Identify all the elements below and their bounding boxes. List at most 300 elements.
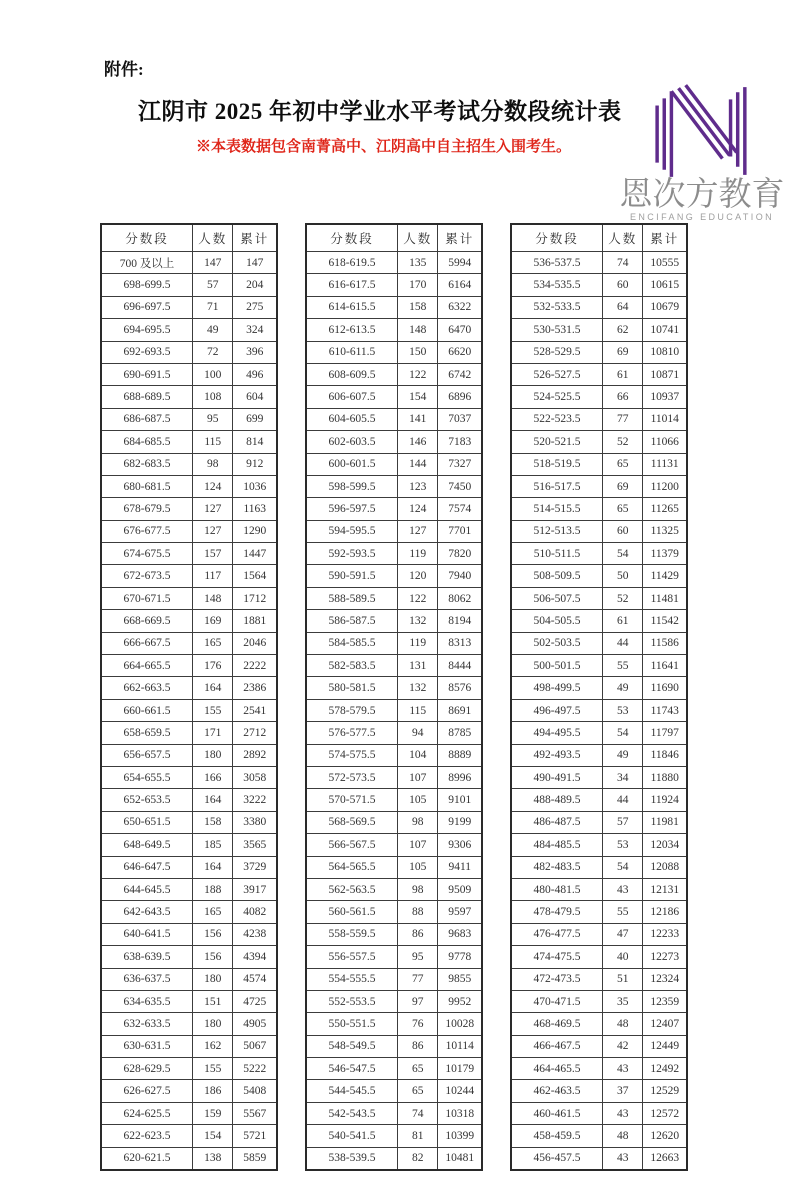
score-range-cell: 536-537.5 [511, 252, 603, 274]
count-cell: 164 [193, 856, 233, 878]
score-range-cell: 508-509.5 [511, 565, 603, 587]
cumulative-cell: 324 [233, 319, 277, 341]
score-range-cell: 608-609.5 [306, 363, 398, 385]
score-range-cell: 694-695.5 [101, 319, 193, 341]
table-row [511, 1058, 687, 1080]
score-range-cell: 534-535.5 [511, 274, 603, 296]
score-range-cell: 614-615.5 [306, 296, 398, 318]
score-range-cell: 572-573.5 [306, 766, 398, 788]
score-range-cell: 636-637.5 [101, 968, 193, 990]
cumulative-cell: 11641 [643, 655, 687, 677]
table-row [306, 1013, 482, 1035]
count-cell: 119 [398, 632, 438, 654]
score-range-cell: 618-619.5 [306, 252, 398, 274]
score-range-cell: 584-585.5 [306, 632, 398, 654]
count-cell: 44 [603, 789, 643, 811]
table-row [511, 968, 687, 990]
count-cell: 52 [603, 431, 643, 453]
table-row [101, 341, 277, 363]
cumulative-cell: 6742 [438, 363, 482, 385]
cumulative-cell: 5222 [233, 1058, 277, 1080]
count-cell: 165 [193, 632, 233, 654]
score-tables-container [100, 223, 688, 1171]
count-cell: 65 [398, 1080, 438, 1102]
table-row [511, 1125, 687, 1147]
cumulative-cell: 12186 [643, 901, 687, 923]
count-cell: 185 [193, 834, 233, 856]
score-range-cell: 696-697.5 [101, 296, 193, 318]
score-range-cell: 652-653.5 [101, 789, 193, 811]
count-cell: 97 [398, 990, 438, 1012]
table-row [306, 1058, 482, 1080]
cumulative-cell: 10810 [643, 341, 687, 363]
header-row [511, 224, 687, 252]
cumulative-cell: 10179 [438, 1058, 482, 1080]
count-cell: 49 [603, 677, 643, 699]
table-row [101, 722, 277, 744]
table-row [101, 1125, 277, 1147]
score-range-cell: 550-551.5 [306, 1013, 398, 1035]
table-row [101, 1058, 277, 1080]
score-range-cell: 592-593.5 [306, 543, 398, 565]
count-cell: 104 [398, 744, 438, 766]
cumulative-cell: 12449 [643, 1035, 687, 1057]
table-row [306, 632, 482, 654]
count-cell: 148 [398, 319, 438, 341]
count-cell: 94 [398, 722, 438, 744]
count-cell: 74 [603, 252, 643, 274]
table-row [101, 1013, 277, 1035]
table-row [306, 543, 482, 565]
table-row [101, 408, 277, 430]
cumulative-cell: 9306 [438, 834, 482, 856]
count-cell: 49 [603, 744, 643, 766]
table-row [101, 319, 277, 341]
table-row [101, 587, 277, 609]
count-cell: 115 [193, 431, 233, 453]
score-table-2 [305, 223, 483, 1171]
score-range-cell: 642-643.5 [101, 901, 193, 923]
count-cell: 135 [398, 252, 438, 274]
table-row [101, 520, 277, 542]
count-cell: 122 [398, 587, 438, 609]
table-row [101, 363, 277, 385]
cumulative-cell: 3729 [233, 856, 277, 878]
table-row [101, 946, 277, 968]
table-row [101, 878, 277, 900]
table-row [101, 655, 277, 677]
table-row [511, 901, 687, 923]
cumulative-cell: 5408 [233, 1080, 277, 1102]
table-row [101, 431, 277, 453]
table-row [511, 431, 687, 453]
score-range-cell: 576-577.5 [306, 722, 398, 744]
cumulative-cell: 11066 [643, 431, 687, 453]
cumulative-cell: 9509 [438, 878, 482, 900]
table-row [511, 677, 687, 699]
cumulative-cell: 6896 [438, 386, 482, 408]
count-cell: 60 [603, 274, 643, 296]
count-cell: 124 [398, 498, 438, 520]
cumulative-cell: 8194 [438, 610, 482, 632]
table-row [101, 453, 277, 475]
cumulative-cell: 4082 [233, 901, 277, 923]
cumulative-cell: 12131 [643, 878, 687, 900]
count-cell: 77 [603, 408, 643, 430]
cumulative-cell: 5859 [233, 1147, 277, 1170]
cumulative-cell: 2386 [233, 677, 277, 699]
cumulative-cell: 10114 [438, 1035, 482, 1057]
cumulative-cell: 4725 [233, 990, 277, 1012]
score-range-cell: 526-527.5 [511, 363, 603, 385]
score-range-cell: 538-539.5 [306, 1147, 398, 1170]
score-range-cell: 464-465.5 [511, 1058, 603, 1080]
cumulative-cell: 7701 [438, 520, 482, 542]
cumulative-cell: 12407 [643, 1013, 687, 1035]
score-range-cell: 680-681.5 [101, 475, 193, 497]
count-cell: 69 [603, 341, 643, 363]
count-cell: 43 [603, 878, 643, 900]
count-cell: 132 [398, 610, 438, 632]
cumulative-cell: 699 [233, 408, 277, 430]
cumulative-cell: 11586 [643, 632, 687, 654]
count-cell: 44 [603, 632, 643, 654]
score-range-cell: 552-553.5 [306, 990, 398, 1012]
score-range-cell: 486-487.5 [511, 811, 603, 833]
score-range-cell: 602-603.5 [306, 431, 398, 453]
table-row [101, 699, 277, 721]
cumulative-cell: 11481 [643, 587, 687, 609]
count-cell: 176 [193, 655, 233, 677]
table-row [511, 498, 687, 520]
count-cell: 54 [603, 856, 643, 878]
table-row [306, 431, 482, 453]
table-row [101, 968, 277, 990]
score-range-cell: 676-677.5 [101, 520, 193, 542]
score-range-cell: 650-651.5 [101, 811, 193, 833]
count-cell: 170 [398, 274, 438, 296]
count-cell: 43 [603, 1102, 643, 1124]
table-row [511, 1102, 687, 1124]
table-row [511, 789, 687, 811]
encifang-n-icon [641, 79, 763, 181]
score-range-cell: 684-685.5 [101, 431, 193, 453]
count-cell: 71 [193, 296, 233, 318]
cumulative-cell: 8691 [438, 699, 482, 721]
cumulative-cell: 12572 [643, 1102, 687, 1124]
table-row [306, 408, 482, 430]
cumulative-cell: 11379 [643, 543, 687, 565]
cumulative-cell: 11880 [643, 766, 687, 788]
table-row [101, 498, 277, 520]
table-row [511, 252, 687, 274]
table-row [511, 475, 687, 497]
count-cell: 82 [398, 1147, 438, 1170]
score-range-cell: 690-691.5 [101, 363, 193, 385]
score-range-cell: 514-515.5 [511, 498, 603, 520]
cumulative-cell: 4238 [233, 923, 277, 945]
table-row [511, 632, 687, 654]
count-cell: 57 [193, 274, 233, 296]
cumulative-cell: 11981 [643, 811, 687, 833]
score-range-cell: 500-501.5 [511, 655, 603, 677]
cumulative-cell: 3917 [233, 878, 277, 900]
table-row [101, 296, 277, 318]
score-range-cell: 528-529.5 [511, 341, 603, 363]
score-range-cell: 620-621.5 [101, 1147, 193, 1170]
table-row [511, 722, 687, 744]
score-range-cell: 634-635.5 [101, 990, 193, 1012]
count-cell: 37 [603, 1080, 643, 1102]
table-row [511, 386, 687, 408]
cumulative-cell: 3058 [233, 766, 277, 788]
cumulative-cell: 2892 [233, 744, 277, 766]
cumulative-cell: 10679 [643, 296, 687, 318]
table-row [306, 1125, 482, 1147]
table-row [101, 766, 277, 788]
column-header: 累计 [438, 224, 482, 252]
score-range-cell: 670-671.5 [101, 587, 193, 609]
count-cell: 120 [398, 565, 438, 587]
count-cell: 81 [398, 1125, 438, 1147]
score-range-cell: 496-497.5 [511, 699, 603, 721]
table-row [306, 655, 482, 677]
count-cell: 154 [193, 1125, 233, 1147]
score-range-cell: 698-699.5 [101, 274, 193, 296]
table-row [511, 565, 687, 587]
cumulative-cell: 7327 [438, 453, 482, 475]
cumulative-cell: 275 [233, 296, 277, 318]
table-row [306, 901, 482, 923]
score-range-cell: 492-493.5 [511, 744, 603, 766]
table-row [306, 587, 482, 609]
count-cell: 61 [603, 610, 643, 632]
table-row [306, 296, 482, 318]
score-range-cell: 700 及以上 [101, 252, 193, 274]
score-range-cell: 582-583.5 [306, 655, 398, 677]
column-header: 分数段 [511, 224, 603, 252]
count-cell: 54 [603, 722, 643, 744]
count-cell: 50 [603, 565, 643, 587]
count-cell: 162 [193, 1035, 233, 1057]
cumulative-cell: 11429 [643, 565, 687, 587]
count-cell: 43 [603, 1147, 643, 1170]
score-range-cell: 504-505.5 [511, 610, 603, 632]
table-row [511, 1147, 687, 1170]
score-range-cell: 644-645.5 [101, 878, 193, 900]
score-range-cell: 692-693.5 [101, 341, 193, 363]
count-cell: 65 [603, 498, 643, 520]
count-cell: 100 [193, 363, 233, 385]
header-row [101, 224, 277, 252]
table-row [511, 834, 687, 856]
count-cell: 65 [398, 1058, 438, 1080]
count-cell: 166 [193, 766, 233, 788]
score-range-cell: 658-659.5 [101, 722, 193, 744]
score-range-cell: 530-531.5 [511, 319, 603, 341]
count-cell: 164 [193, 677, 233, 699]
cumulative-cell: 1036 [233, 475, 277, 497]
table-row [101, 1147, 277, 1170]
score-range-cell: 502-503.5 [511, 632, 603, 654]
score-range-cell: 656-657.5 [101, 744, 193, 766]
score-range-cell: 522-523.5 [511, 408, 603, 430]
count-cell: 180 [193, 968, 233, 990]
table-row [306, 498, 482, 520]
score-range-cell: 472-473.5 [511, 968, 603, 990]
cumulative-cell: 1564 [233, 565, 277, 587]
cumulative-cell: 10481 [438, 1147, 482, 1170]
table-row [306, 722, 482, 744]
table-row [306, 1147, 482, 1170]
score-range-cell: 580-581.5 [306, 677, 398, 699]
table-row [306, 1102, 482, 1124]
table-row [101, 632, 277, 654]
score-range-cell: 484-485.5 [511, 834, 603, 856]
table-row [306, 565, 482, 587]
score-range-cell: 470-471.5 [511, 990, 603, 1012]
score-range-cell: 586-587.5 [306, 610, 398, 632]
count-cell: 155 [193, 1058, 233, 1080]
count-cell: 35 [603, 990, 643, 1012]
table-row [306, 386, 482, 408]
table-row [306, 789, 482, 811]
count-cell: 88 [398, 901, 438, 923]
cumulative-cell: 12620 [643, 1125, 687, 1147]
score-range-cell: 540-541.5 [306, 1125, 398, 1147]
cumulative-cell: 10244 [438, 1080, 482, 1102]
table-row [511, 990, 687, 1012]
cumulative-cell: 6470 [438, 319, 482, 341]
cumulative-cell: 7183 [438, 431, 482, 453]
table-row [511, 946, 687, 968]
count-cell: 42 [603, 1035, 643, 1057]
count-cell: 148 [193, 587, 233, 609]
table-row [306, 878, 482, 900]
table-row [511, 699, 687, 721]
table-row [101, 543, 277, 565]
count-cell: 144 [398, 453, 438, 475]
score-range-cell: 604-605.5 [306, 408, 398, 430]
count-cell: 158 [398, 296, 438, 318]
score-range-cell: 562-563.5 [306, 878, 398, 900]
count-cell: 60 [603, 520, 643, 542]
table-row [101, 274, 277, 296]
table-row [511, 811, 687, 833]
count-cell: 155 [193, 699, 233, 721]
score-range-cell: 466-467.5 [511, 1035, 603, 1057]
table-row [101, 475, 277, 497]
table-row [306, 363, 482, 385]
score-range-cell: 490-491.5 [511, 766, 603, 788]
table-row [101, 610, 277, 632]
cumulative-cell: 1290 [233, 520, 277, 542]
count-cell: 76 [398, 1013, 438, 1035]
count-cell: 156 [193, 923, 233, 945]
table-row [511, 453, 687, 475]
count-cell: 53 [603, 834, 643, 856]
cumulative-cell: 9597 [438, 901, 482, 923]
table-row [511, 1013, 687, 1035]
score-range-cell: 598-599.5 [306, 475, 398, 497]
cumulative-cell: 5067 [233, 1035, 277, 1057]
table-row [101, 565, 277, 587]
score-range-cell: 506-507.5 [511, 587, 603, 609]
cumulative-cell: 12492 [643, 1058, 687, 1080]
count-cell: 180 [193, 1013, 233, 1035]
score-range-cell: 672-673.5 [101, 565, 193, 587]
table-row [101, 744, 277, 766]
cumulative-cell: 1881 [233, 610, 277, 632]
score-range-cell: 532-533.5 [511, 296, 603, 318]
cumulative-cell: 11200 [643, 475, 687, 497]
score-range-cell: 556-557.5 [306, 946, 398, 968]
cumulative-cell: 9952 [438, 990, 482, 1012]
score-range-cell: 574-575.5 [306, 744, 398, 766]
score-range-cell: 524-525.5 [511, 386, 603, 408]
cumulative-cell: 604 [233, 386, 277, 408]
cumulative-cell: 9199 [438, 811, 482, 833]
score-range-cell: 660-661.5 [101, 699, 193, 721]
table-row [511, 856, 687, 878]
cumulative-cell: 9683 [438, 923, 482, 945]
cumulative-cell: 12034 [643, 834, 687, 856]
count-cell: 86 [398, 1035, 438, 1057]
count-cell: 34 [603, 766, 643, 788]
header-row [306, 224, 482, 252]
table-row [511, 319, 687, 341]
table-row [511, 296, 687, 318]
count-cell: 127 [193, 498, 233, 520]
cumulative-cell: 2222 [233, 655, 277, 677]
count-cell: 55 [603, 901, 643, 923]
table-row [511, 923, 687, 945]
column-header: 累计 [643, 224, 687, 252]
cumulative-cell: 2712 [233, 722, 277, 744]
cumulative-cell: 8996 [438, 766, 482, 788]
count-cell: 69 [603, 475, 643, 497]
table-row [511, 744, 687, 766]
score-range-cell: 588-589.5 [306, 587, 398, 609]
score-range-cell: 624-625.5 [101, 1102, 193, 1124]
score-range-cell: 474-475.5 [511, 946, 603, 968]
table-row [306, 319, 482, 341]
count-cell: 105 [398, 789, 438, 811]
score-table-1 [100, 223, 278, 1171]
count-cell: 40 [603, 946, 643, 968]
table-row [306, 1080, 482, 1102]
table-row [101, 252, 277, 274]
table-row [306, 990, 482, 1012]
count-cell: 147 [193, 252, 233, 274]
score-range-cell: 458-459.5 [511, 1125, 603, 1147]
count-cell: 131 [398, 655, 438, 677]
logo-subtitle: ENCIFANG EDUCATION [629, 212, 775, 222]
table-row [511, 766, 687, 788]
score-range-cell: 542-543.5 [306, 1102, 398, 1124]
cumulative-cell: 11690 [643, 677, 687, 699]
score-range-cell: 612-613.5 [306, 319, 398, 341]
count-cell: 123 [398, 475, 438, 497]
table-row [511, 878, 687, 900]
table-row [101, 386, 277, 408]
table-row [511, 1035, 687, 1057]
cumulative-cell: 6164 [438, 274, 482, 296]
score-range-cell: 632-633.5 [101, 1013, 193, 1035]
table-row [306, 699, 482, 721]
count-cell: 124 [193, 475, 233, 497]
table-row [511, 655, 687, 677]
